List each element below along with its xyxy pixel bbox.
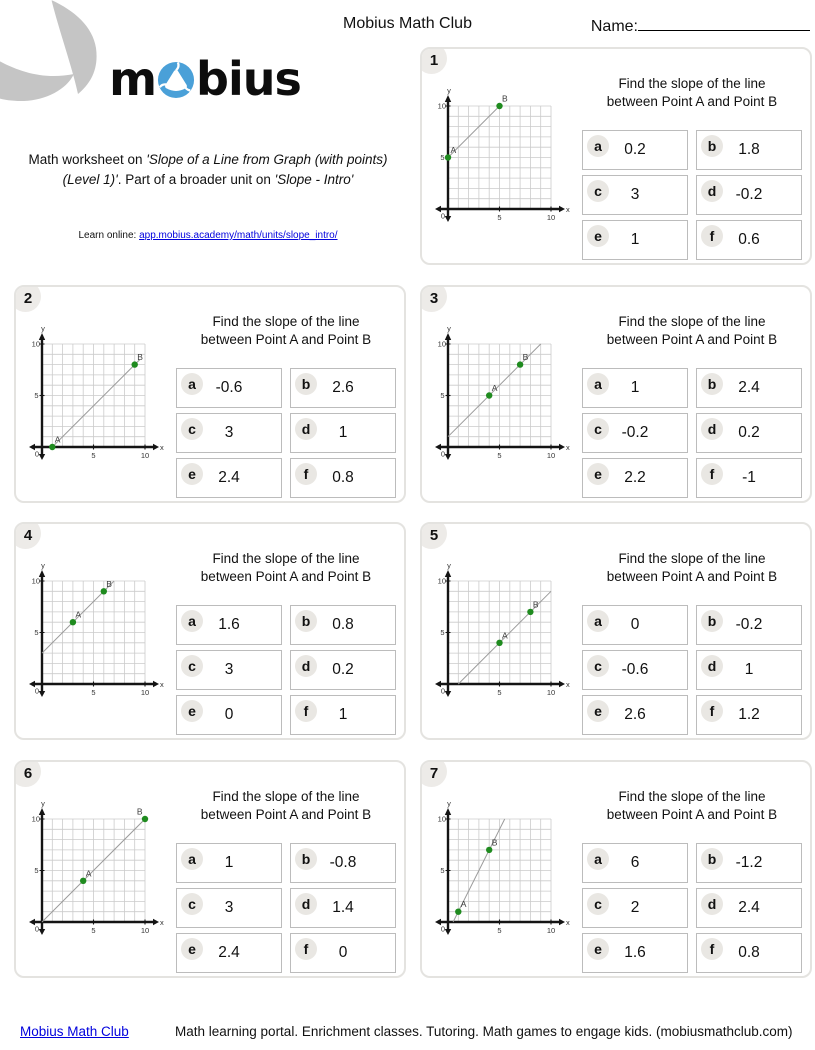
problem-card-2 [14,285,406,503]
option-cell-f [290,458,396,498]
point-b [101,588,107,594]
option-cell-b [696,843,802,883]
option-letter-badge: a [587,610,609,632]
option-letter-badge: f [701,938,723,960]
graph-area [422,287,580,501]
option-value: 2.2 [624,469,646,486]
problem-body [422,762,810,976]
footer-club-link[interactable]: Mobius Math Club [20,1024,129,1039]
option-letter-badge: b [295,373,317,395]
option-cell-c [582,650,688,690]
x-tick-10: 10 [546,213,556,222]
options-grid [582,843,802,973]
option-cell-b [290,843,396,883]
option-letter-badge: c [181,418,203,440]
option-value: 1 [224,854,234,871]
y-axis-label: y [41,324,45,333]
option-cell-e [582,933,688,973]
problem-body [422,49,810,263]
option-cell-d [290,413,396,453]
question-area [580,762,810,976]
option-value: 1 [630,231,640,248]
graph-area [422,49,580,263]
point-a-label: A [502,630,508,641]
x-tick-5: 5 [91,688,96,697]
x-axis-label: x [566,918,570,927]
x-tick-5: 5 [497,451,502,460]
option-cell-a [176,843,282,883]
option-cell-d [696,413,802,453]
option-cell-c [582,888,688,928]
option-letter-badge: e [587,463,609,485]
option-letter-badge: c [181,655,203,677]
intro-segment: 'Slope - Intro' [274,171,354,187]
option-letter-badge: f [701,463,723,485]
options-grid [176,605,396,735]
y-tick-10: 10 [437,576,446,586]
intro-text [15,150,401,190]
options-grid [582,368,802,498]
option-value: 2.4 [738,379,760,396]
option-value: -1.2 [735,854,763,871]
option-cell-b [696,605,802,645]
option-cell-c [582,175,688,215]
option-value: 3 [224,899,234,916]
option-letter-badge: e [181,463,203,485]
learn-online-line [15,230,401,241]
x-tick-10: 10 [546,451,556,460]
point-a [455,909,461,915]
option-cell-a [582,605,688,645]
x-axis-label: x [566,443,570,452]
option-value: 3 [224,424,234,441]
option-value: 1 [338,706,348,723]
y-tick-5: 5 [440,153,445,162]
point-a-label: A [85,868,92,879]
name-blank-line[interactable] [638,15,810,31]
option-cell-e [176,933,282,973]
point-b-label: B [136,806,143,817]
option-value: 1.4 [332,899,354,916]
graph-area [16,287,174,501]
slope-graph [20,798,170,940]
problem-card-5 [420,522,812,740]
option-value: 1 [744,661,754,678]
point-a-label: A [450,145,457,155]
point-a [496,640,502,646]
question-text: Find the slope of the line between Point A and Point B [200,551,372,584]
question-text: Find the slope of the line between Point A and Point B [200,314,372,347]
point-a-label: A [54,434,61,445]
option-letter-badge: b [701,610,723,632]
option-value: -0.2 [735,186,763,203]
problem-card-3 [420,285,812,503]
point-a [49,444,55,450]
graph-area [16,762,174,976]
option-value: 0.8 [332,469,354,486]
option-letter-badge: e [181,938,203,960]
y-axis-label: y [41,561,45,570]
option-value: 0.6 [738,231,760,248]
question-text: Find the slope of the line between Point A and Point B [606,76,778,109]
point-a [486,392,492,398]
option-letter-badge: f [701,225,723,247]
y-tick-10: 10 [437,339,446,349]
option-value: -0.8 [329,854,357,871]
x-axis-label: x [566,205,570,214]
problem-body [16,762,404,976]
point-b-label: B [532,599,539,610]
tick-0: 0 [34,449,39,459]
name-label: Name: [590,18,638,35]
question-area [580,287,810,501]
option-value: 0 [630,616,640,633]
point-a [80,878,86,884]
problem-number-badge: 3 [420,285,447,312]
y-tick-5: 5 [440,628,445,637]
option-cell-f [290,695,396,735]
question-text: Find the slope of the line between Point A and Point B [606,314,778,347]
option-cell-d [696,175,802,215]
intro-segment: 'Slope of a Line from Graph (with points) (Level 1)' [62,151,388,187]
option-value: 0.8 [738,944,760,961]
intro-segment: Math worksheet on [28,151,147,167]
option-letter-badge: f [295,463,317,485]
option-value: 3 [224,661,234,678]
option-letter-badge: b [701,373,723,395]
problem-body [422,524,810,738]
option-value: 0.8 [332,616,354,633]
option-value: 1.6 [218,616,240,633]
question-area [174,524,404,738]
option-letter-badge: c [587,418,609,440]
problem-number-badge: 6 [14,760,41,787]
tick-0: 0 [440,924,445,934]
option-letter-badge: e [587,938,609,960]
problem-number-badge: 7 [420,760,447,787]
option-cell-e [582,695,688,735]
y-axis-label: y [41,799,45,808]
graph-area [422,524,580,738]
option-value: -0.6 [215,379,243,396]
problem-body [16,524,404,738]
x-axis-label: x [160,443,164,452]
option-letter-badge: b [295,848,317,870]
option-cell-b [696,368,802,408]
y-axis-label: y [447,799,451,808]
slope-graph [426,798,576,940]
options-grid [582,605,802,735]
point-b [496,103,502,109]
problem-body [16,287,404,501]
option-letter-badge: a [181,610,203,632]
option-value: 0 [338,944,348,961]
option-letter-badge: d [701,655,723,677]
x-axis-label: x [160,918,164,927]
option-value: 0.2 [332,661,354,678]
option-cell-a [582,843,688,883]
problem-card-4 [14,522,406,740]
option-value: 0 [224,706,234,723]
option-cell-c [176,413,282,453]
point-b-label: B [491,837,498,848]
tick-0: 0 [34,686,39,696]
option-value: 2.6 [624,706,646,723]
y-tick-5: 5 [440,391,445,400]
option-value: 0.2 [624,141,646,158]
graph-area [422,762,580,976]
option-cell-c [176,650,282,690]
option-value: -0.6 [621,661,649,678]
point-b-label: B [137,352,143,363]
option-letter-badge: f [295,700,317,722]
options-grid [582,130,802,260]
option-cell-b [290,605,396,645]
question-area [580,49,810,263]
slope-graph [20,323,170,465]
point-b [527,609,533,615]
slope-graph [426,85,576,227]
option-value: -0.2 [621,424,649,441]
option-cell-a [176,605,282,645]
y-tick-10: 10 [437,814,446,824]
option-value: 1.2 [738,706,760,723]
point-a-label: A [491,383,498,393]
option-letter-badge: e [181,700,203,722]
footer-description: Math learning portal. Enrichment classes. Tutoring. Math games to engage kids. (mobiusmathclub.com) [175,1024,793,1039]
option-value: -1 [742,469,756,486]
option-letter-badge: a [587,373,609,395]
x-tick-10: 10 [140,688,150,697]
option-letter-badge: d [295,418,317,440]
logo-text-suffix: bius [196,52,301,106]
option-letter-badge: d [295,655,317,677]
option-cell-f [696,695,802,735]
options-grid [176,368,396,498]
option-letter-badge: f [701,700,723,722]
question-text: Find the slope of the line between Point A and Point B [606,551,778,584]
y-tick-5: 5 [34,391,39,400]
x-tick-10: 10 [140,926,150,935]
option-cell-b [290,368,396,408]
problem-body [422,287,810,501]
option-cell-f [696,220,802,260]
option-cell-e [582,220,688,260]
x-tick-5: 5 [497,688,502,697]
option-letter-badge: c [181,893,203,915]
graph-area [16,524,174,738]
question-area [174,762,404,976]
option-letter-badge: b [701,135,723,157]
option-cell-e [176,458,282,498]
option-cell-f [696,458,802,498]
y-axis-label: y [447,324,451,333]
option-letter-badge: c [587,655,609,677]
option-letter-badge: e [587,225,609,247]
option-cell-c [176,888,282,928]
option-value: 2.4 [738,899,760,916]
logo-text-prefix: m [109,52,157,106]
point-b [517,361,523,367]
options-grid [176,843,396,973]
option-value: 6 [630,854,640,871]
option-cell-d [290,650,396,690]
point-b-label: B [106,578,112,589]
option-cell-a [582,130,688,170]
problem-number-badge: 5 [420,522,447,549]
option-cell-e [176,695,282,735]
option-value: 2.4 [218,944,240,961]
slope-graph [426,323,576,465]
option-cell-f [696,933,802,973]
x-tick-5: 5 [91,451,96,460]
x-tick-10: 10 [546,688,556,697]
x-tick-5: 5 [497,213,502,222]
point-a-label: A [460,899,467,910]
option-cell-f [290,933,396,973]
option-letter-badge: d [295,893,317,915]
point-a [70,619,76,625]
point-a-label: A [75,609,82,620]
option-value: 2.6 [332,379,354,396]
y-tick-10: 10 [437,101,446,111]
tick-0: 0 [440,449,445,459]
y-tick-5: 5 [440,866,445,875]
tick-0: 0 [34,924,39,934]
option-cell-d [696,650,802,690]
x-axis-label: x [160,680,164,689]
y-tick-10: 10 [31,814,40,824]
option-cell-d [696,888,802,928]
problem-card-1 [420,47,812,265]
option-value: 1 [630,379,640,396]
slope-graph [426,560,576,702]
mobius-logo [0,52,410,110]
problem-number-badge: 1 [420,47,447,74]
option-letter-badge: f [295,938,317,960]
point-b-label: B [502,93,508,104]
option-value: 3 [630,186,640,203]
option-cell-a [582,368,688,408]
point-b [486,847,492,853]
question-text: Find the slope of the line between Point A and Point B [606,789,778,822]
option-value: 0.2 [738,424,760,441]
option-cell-b [696,130,802,170]
problem-number-badge: 4 [14,522,41,549]
option-value: 2.4 [218,469,240,486]
y-tick-5: 5 [34,628,39,637]
point-b-label: B [522,352,529,363]
option-letter-badge: b [701,848,723,870]
option-letter-badge: a [587,135,609,157]
learn-online-link[interactable]: app.mobius.academy/math/units/slope_intro/ [139,230,338,241]
option-cell-e [582,458,688,498]
option-letter-badge: a [587,848,609,870]
question-area [174,287,404,501]
y-tick-5: 5 [34,866,39,875]
option-letter-badge: d [701,418,723,440]
point-a [445,154,451,160]
option-letter-badge: d [701,893,723,915]
option-value: 2 [630,899,640,916]
y-axis-label: y [447,561,451,570]
option-letter-badge: c [587,180,609,202]
option-cell-a [176,368,282,408]
point-b [142,816,148,822]
y-axis-label: y [447,86,451,95]
option-cell-d [290,888,396,928]
option-letter-badge: c [587,893,609,915]
tick-0: 0 [440,211,445,221]
x-tick-10: 10 [546,926,556,935]
y-tick-10: 10 [31,576,40,586]
question-area [580,524,810,738]
option-letter-badge: a [181,373,203,395]
learn-online-label: Learn online: [78,230,140,241]
x-tick-10: 10 [140,451,150,460]
intro-segment: . Part of a broader unit on [117,171,275,187]
option-cell-c [582,413,688,453]
question-text: Find the slope of the line between Point A and Point B [200,789,372,822]
option-letter-badge: e [587,700,609,722]
logo-o-swirl-icon [157,56,195,110]
option-letter-badge: d [701,180,723,202]
option-letter-badge: a [181,848,203,870]
option-value: 1 [338,424,348,441]
option-letter-badge: b [295,610,317,632]
option-value: -0.2 [735,616,763,633]
tick-0: 0 [440,686,445,696]
x-tick-5: 5 [91,926,96,935]
x-tick-5: 5 [497,926,502,935]
option-value: 1.6 [624,944,646,961]
option-value: 1.8 [738,141,760,158]
y-tick-10: 10 [31,339,40,349]
slope-graph [20,560,170,702]
problem-card-6 [14,760,406,978]
x-axis-label: x [566,680,570,689]
page-title: Mobius Math Club [343,15,472,32]
problem-number-badge: 2 [14,285,41,312]
point-b [132,361,138,367]
problem-card-7 [420,760,812,978]
name-field [591,15,810,36]
